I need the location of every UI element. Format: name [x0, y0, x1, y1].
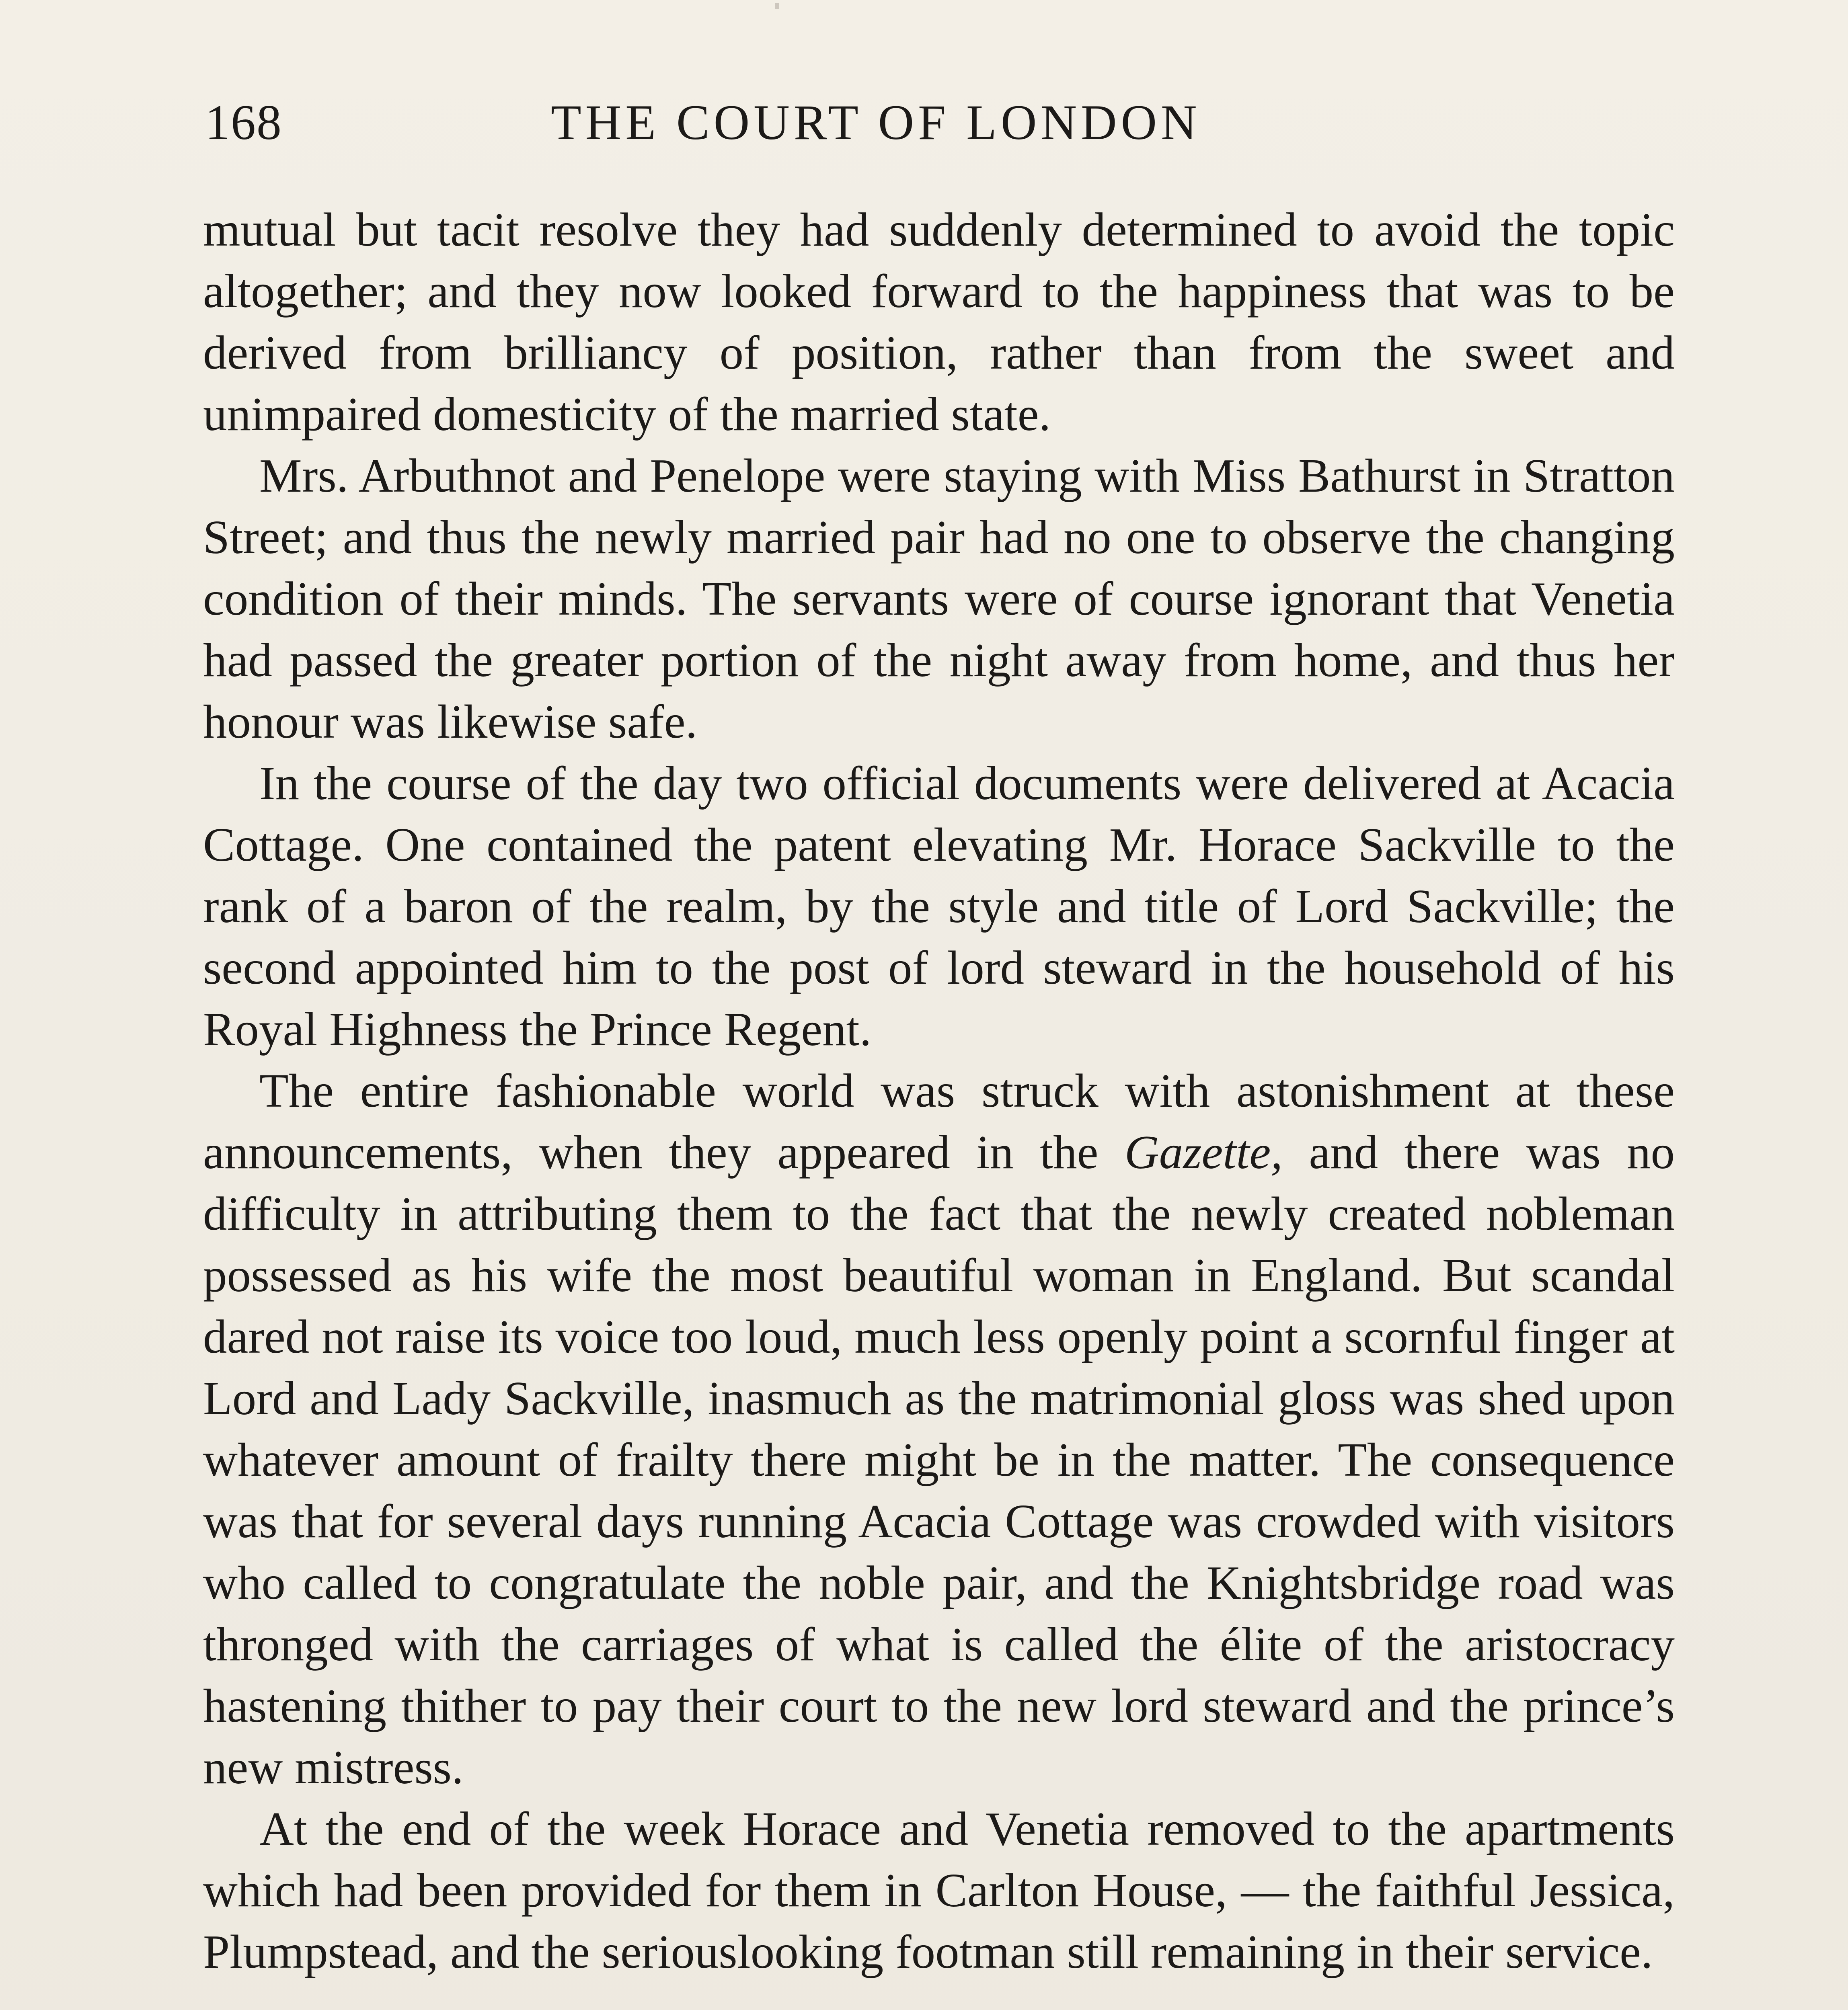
page-number: 168: [205, 95, 282, 150]
paragraph-2: Mrs. Arbuthnot and Penelope were staying with Miss Bathurst in Stratton Street; and thus the newly married pair had no one to observe the changing condition of their minds. The servants were of course ignorant that Venetia had passed the greater portion of the night away from home, and thus her honour was likewise safe.: [203, 449, 1675, 748]
paragraph-5: At the end of the week Horace and Venetia removed to the apartments which had been provided for them in Carlton House, — the faithful Jessica, Plumpstead, and the seriouslooking footman still remaining in their service.: [203, 1802, 1675, 1978]
paragraph-3: In the course of the day two official documents were delivered at Acacia Cottage. One contained the patent elevating Mr. Horace Sackville to the rank of a baron of the realm, by the style and title of Lord Sackville; the second appointed him to the post of lord steward in the household of his Royal Highness the Prince Regent.: [203, 757, 1675, 1056]
paragraph-4-after-italic: and there was no difficulty in attributing them to the fact that the newly created nobleman possessed as his wife the most beautiful woman in England. But scandal dared not raise its voice too loud, much less openly point a scornful finger at Lord and Lady Sackville, inasmuch as the matrimonial gloss was shed upon whatever amount of frailty there might be in the matter. The consequence was that for several days running Acacia Cottage was crowded with visitors who called to congratulate the noble pair, and the Knightsbridge road was thronged with the carriages of what is called the élite of the aristocracy hastening thither to pay their court to the new lord steward and the prince’s new mistress.: [203, 1126, 1675, 1794]
book-title: THE COURT OF LONDON: [551, 95, 1201, 150]
gazette-italic: Gazette,: [1124, 1126, 1283, 1179]
paragraph-4-before-italic: The entire fashionable world was struck with astonishment at these announcements, when they appeared in the: [203, 1064, 1675, 1179]
body-text: [203, 199, 1675, 1983]
running-head: [205, 88, 1677, 157]
paragraph-4: [203, 1060, 1675, 1798]
paragraph-1: mutual but tacit resolve they had suddenly determined to avoid the topic altogether; and they now looked forward to the happiness that was to be derived from brilliancy of position, rather than from the sweet and unimpaired domesticity of the married state.: [203, 203, 1675, 441]
top-speck: [775, 3, 779, 9]
